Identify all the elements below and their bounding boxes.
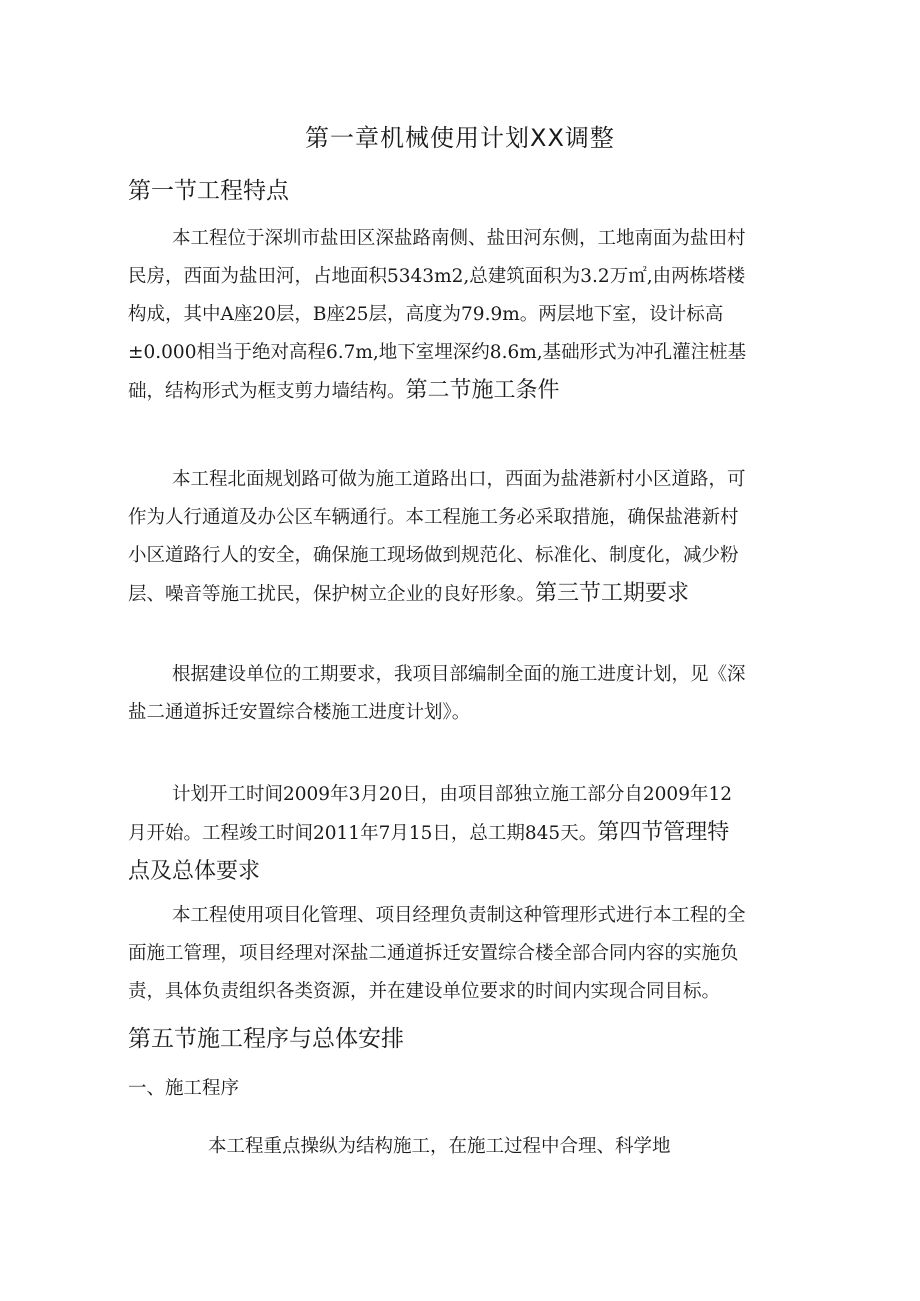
paragraph-line: 计划开工时间2009年3月20日，由项目部独立施工部分自2009年12 — [172, 784, 733, 805]
paragraph-line: 本工程北面规划路可做为施工道路出口，西面为盐港新村小区道路，可 — [172, 469, 746, 490]
section-5-heading: 第五节施工程序与总体安排 — [128, 1026, 404, 1052]
paragraph-line: 作为人行通道及办公区车辆通行。本工程施工务必采取措施，确保盐港新村 — [128, 507, 739, 528]
section-2-body — [128, 461, 808, 614]
paragraph-text: 层、噪音等施工扰民，保护树立企业的良好形象。 — [128, 584, 536, 605]
paragraph-line: 民房，西面为盐田河，占地面积5343m2,总建筑面积为3.2万㎡,由两栋塔楼 — [128, 266, 746, 287]
section-5-subheading: 一、施工程序 — [128, 1078, 240, 1099]
paragraph-line: 本工程使用项目化管理、项目经理负责制这种管理形式进行本工程的全 — [172, 905, 746, 926]
section-3-heading: 第三节工期要求 — [535, 581, 690, 606]
paragraph-line: ±0.000相当于绝对高程6.7m,地下室埋深约8.6m,基础形式为冲孔灌注桩基 — [128, 342, 747, 363]
paragraph-line: 面施工管理，项目经理对深盐二通道拆迁安置综合楼全部合同内容的实施负 — [128, 943, 739, 964]
section-2-heading: 第二节施工条件 — [405, 378, 560, 403]
paragraph-text: 月开始。工程竣工时间2011年7月15日，总工期845天。 — [128, 823, 598, 844]
section-3-body — [128, 656, 808, 732]
section-5-body: 本工程重点操纵为结构施工，在施工过程中合理、科学地 — [208, 1136, 671, 1157]
paragraph-line: 责，具体负责组织各类资源，并在建设单位要求的时间内实现合同目标。 — [128, 981, 721, 1002]
paragraph-line: 根据建设单位的工期要求，我项目部编制全面的施工进度计划，见《深 — [172, 664, 746, 685]
section-4-body — [128, 897, 808, 1011]
section-4-heading-cont: 点及总体要求 — [128, 859, 261, 884]
paragraph-line — [128, 372, 808, 411]
paragraph-line: 构成，其中A座20层，B座25层，高度为79.9m。两层地下室，设计标高 — [128, 304, 724, 325]
paragraph-line — [128, 575, 808, 614]
paragraph-text: 础，结构形式为框支剪力墙结构。 — [128, 381, 406, 402]
section-4-heading: 第四节管理特 — [597, 820, 730, 845]
section-1-heading: 第一节工程特点 — [128, 178, 289, 204]
schedule-body — [128, 776, 808, 891]
section-1-body — [128, 220, 808, 411]
chapter-title: 第一章机械使用计划XX调整 — [305, 124, 615, 152]
paragraph-line: 本工程位于深圳市盐田区深盐路南侧、盐田河东侧，工地南面为盐田村 — [172, 228, 746, 249]
paragraph-line: 小区道路行人的安全，确保施工现场做到规范化、标准化、制度化，减少粉 — [128, 545, 739, 566]
paragraph-line: 盐二通道拆迁安置综合楼施工进度计划》。 — [128, 702, 471, 723]
paragraph-line — [128, 814, 808, 853]
